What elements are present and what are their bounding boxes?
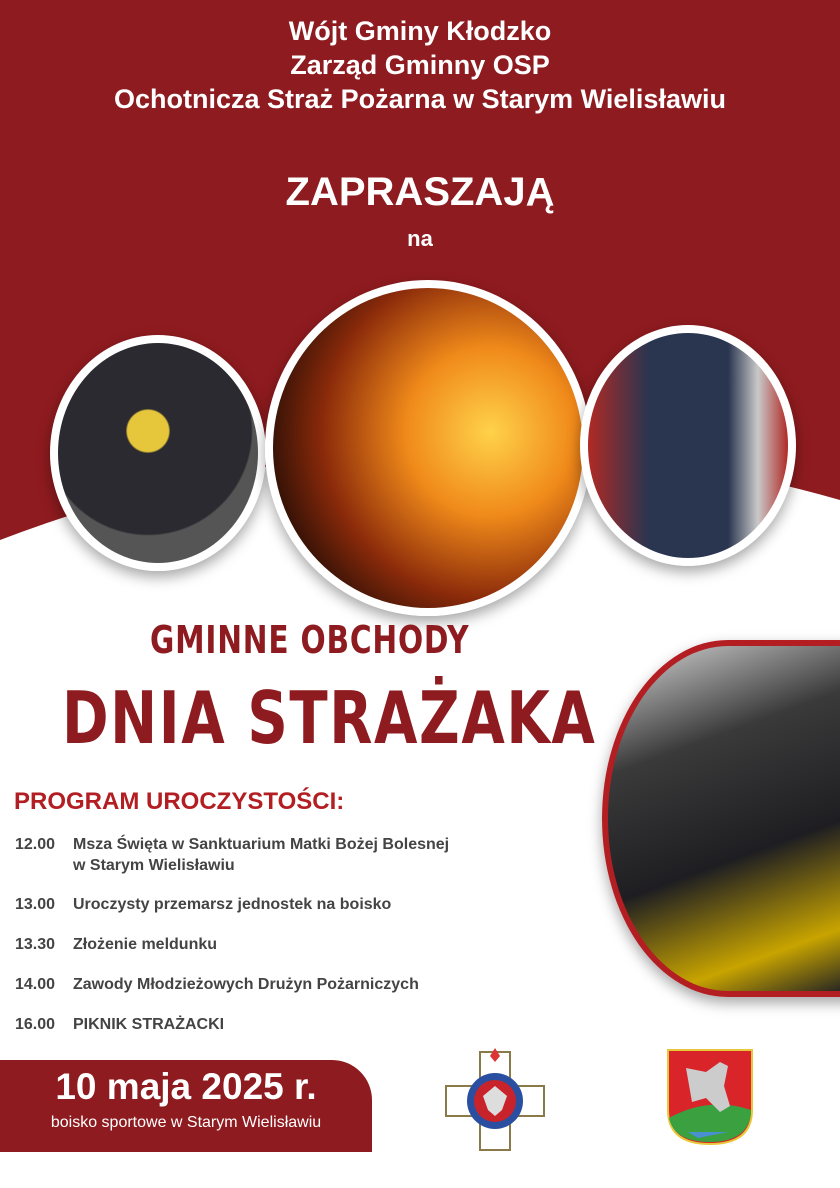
program-time: 16.00 xyxy=(15,1016,56,1033)
date-banner xyxy=(0,1060,372,1152)
program-heading: PROGRAM UROCZYSTOŚCI: xyxy=(14,788,345,815)
event-date: 10 maja 2025 r. xyxy=(55,1066,317,1107)
organizer-1: Wójt Gminy Kłodzko xyxy=(288,16,552,46)
organizers xyxy=(0,14,840,116)
photo-firefighter-mask xyxy=(602,640,840,997)
program-text: Złożenie meldunku xyxy=(73,936,218,953)
on-text: na xyxy=(407,226,433,251)
event-place: boisko sportowe w Starym Wielisławiu xyxy=(50,1114,322,1131)
program-time: 13.00 xyxy=(15,896,56,913)
program-text: Zawody Młodzieżowych Drużyn Pożarniczych xyxy=(73,976,419,993)
program-item xyxy=(15,894,391,915)
title-line-2: DNIA STRAŻAKA xyxy=(62,676,597,760)
organizer-3: Ochotnicza Straż Pożarna w Starym Wielisławiu xyxy=(114,84,726,114)
program-item xyxy=(15,974,419,995)
title-line-1: GMINNE OBCHODY xyxy=(150,618,470,662)
osp-emblem-icon xyxy=(442,1048,548,1154)
program-time: 14.00 xyxy=(15,976,56,993)
program-item xyxy=(15,1014,224,1035)
program-text: Msza Święta w Sanktuarium Matki Bożej Bolesnej xyxy=(73,836,450,853)
photo-firefighters-fire xyxy=(265,280,591,616)
program-item xyxy=(15,934,217,955)
program-time: 13.30 xyxy=(15,936,56,953)
photo-firefighter-back xyxy=(50,335,266,571)
photo-firefighter-hoses xyxy=(580,325,796,566)
coat-of-arms-icon xyxy=(666,1048,754,1146)
program-text-2: w Starym Wielisławiu xyxy=(73,857,235,874)
invite-text: ZAPRASZAJĄ xyxy=(285,170,555,214)
program-time: 12.00 xyxy=(15,836,56,853)
organizer-2: Zarząd Gminny OSP xyxy=(290,50,550,80)
program-text: PIKNIK STRAŻACKI xyxy=(73,1016,225,1033)
program-item xyxy=(15,834,449,876)
program-text: Uroczysty przemarsz jednostek na boisko xyxy=(73,896,392,913)
